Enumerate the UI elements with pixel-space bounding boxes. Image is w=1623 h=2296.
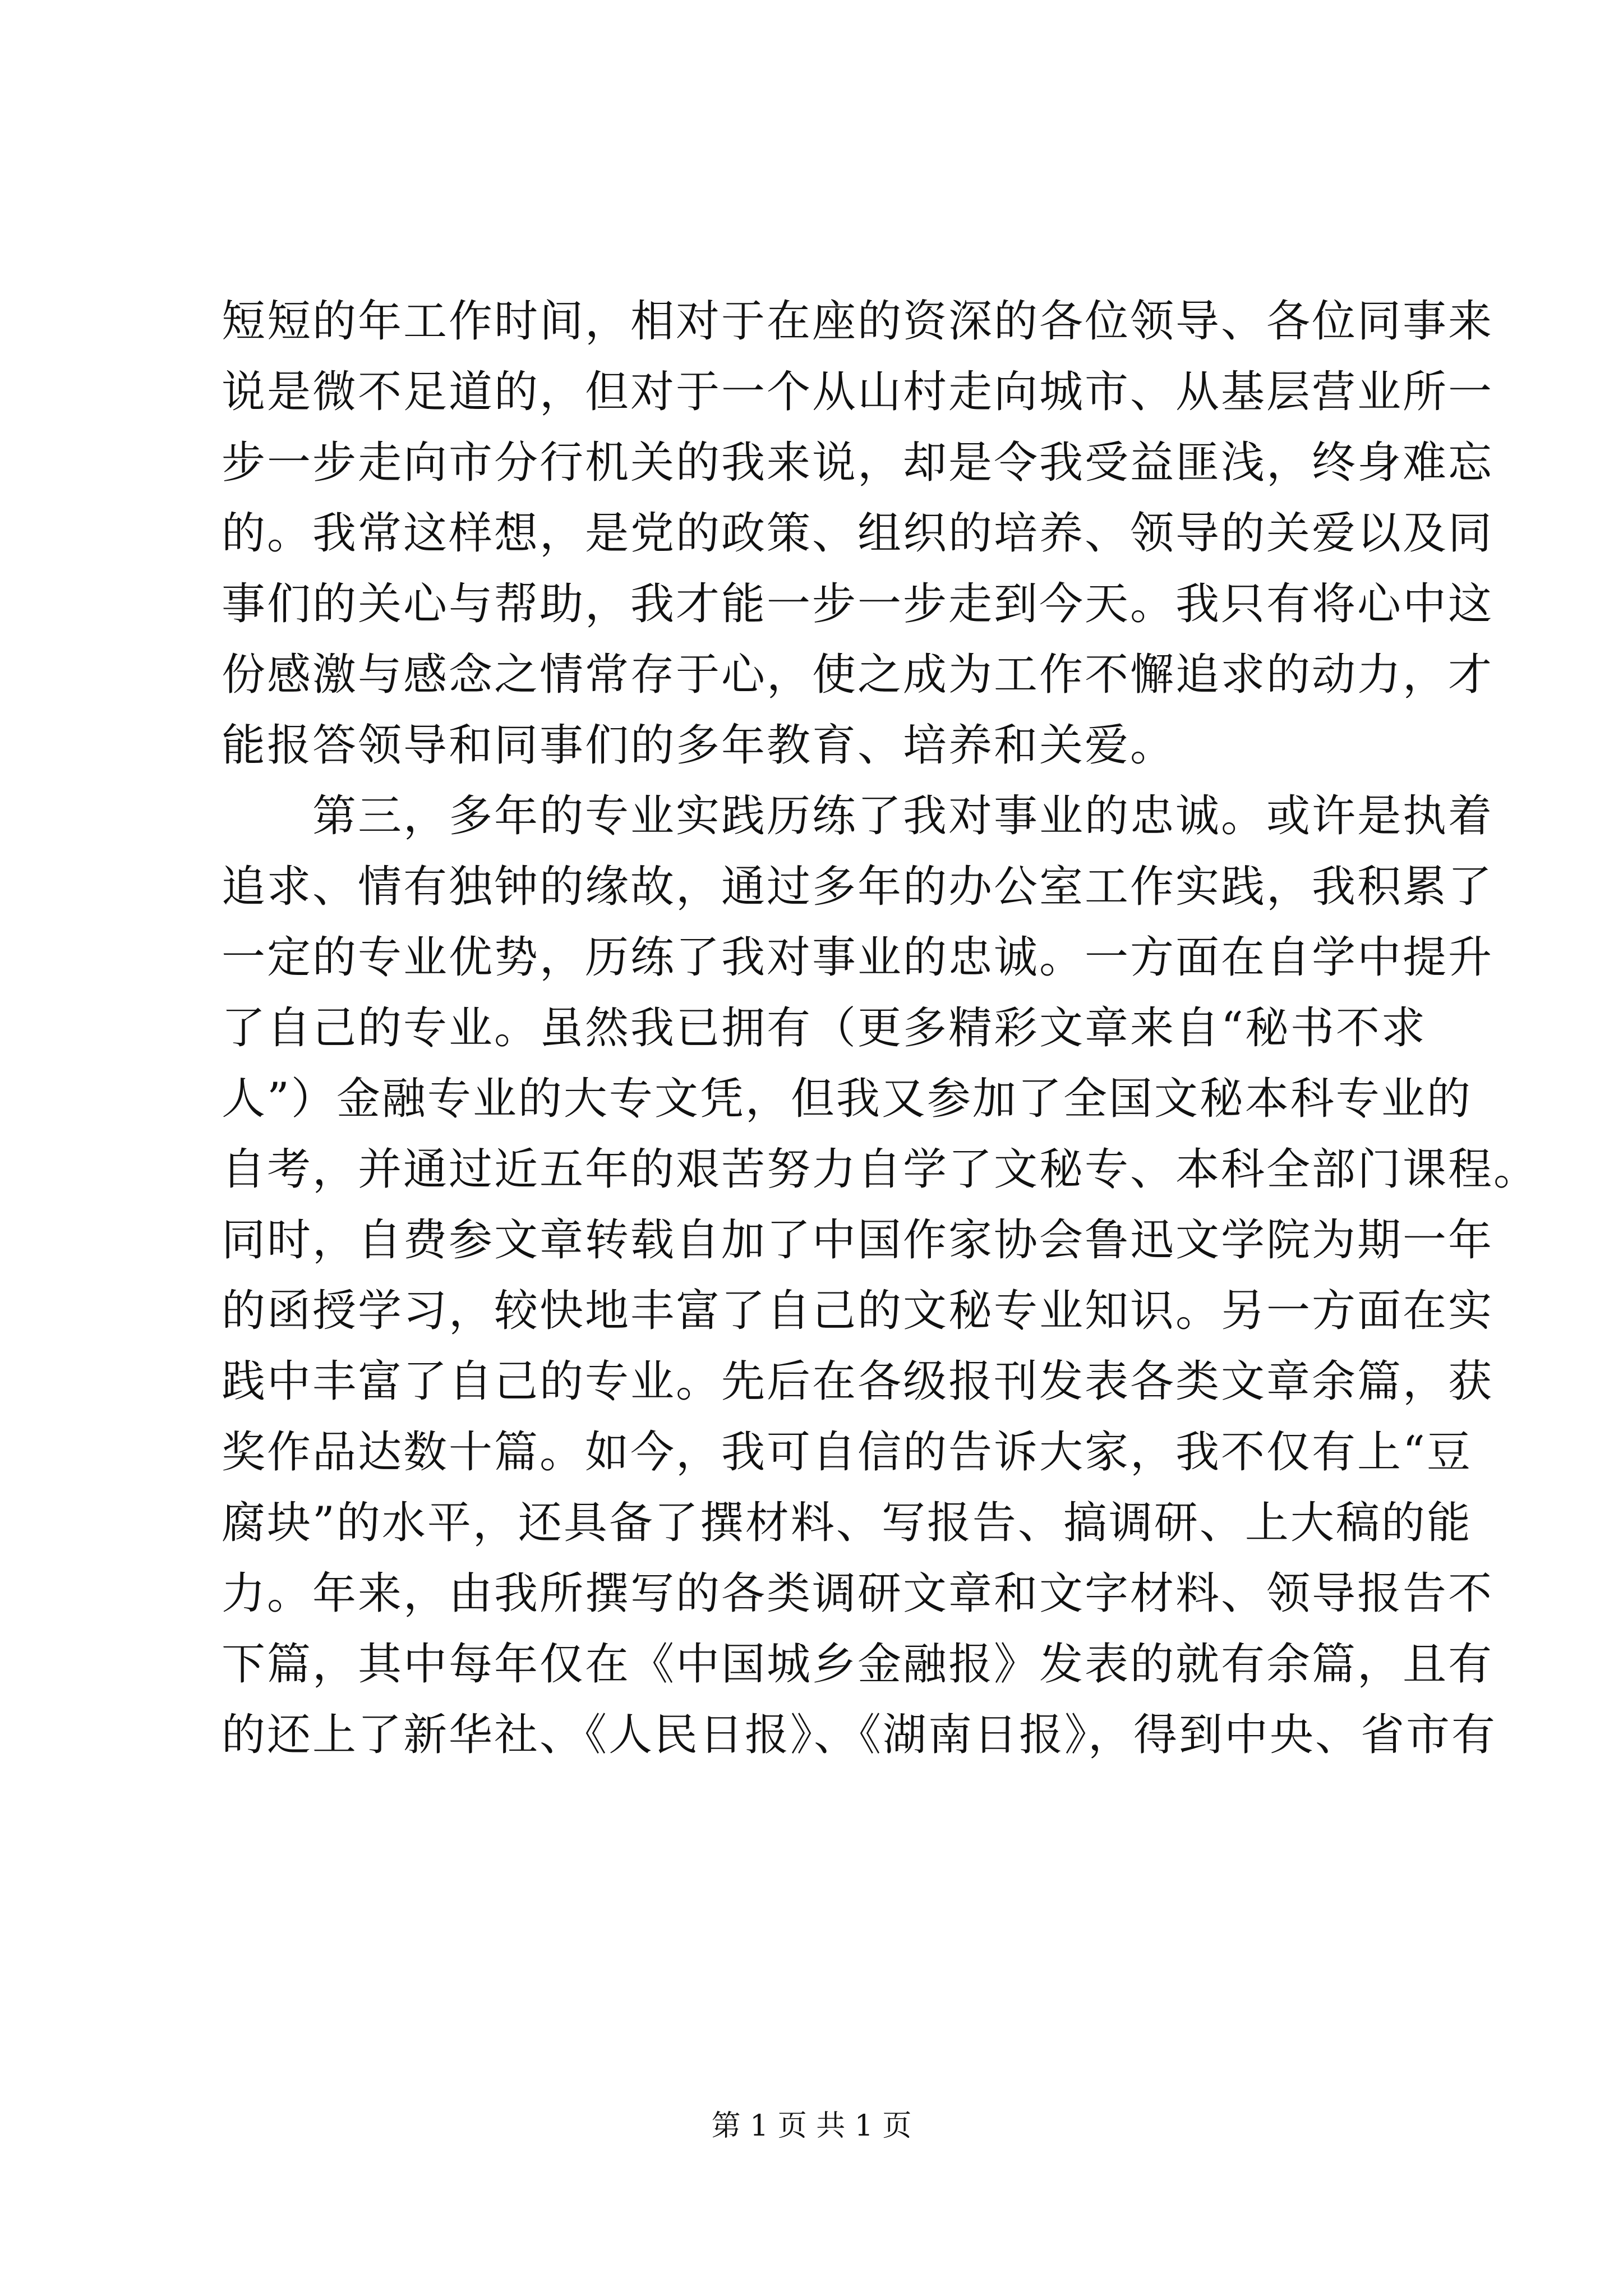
text-line: 下篇，其中每年仅在《中国城乡金融报》发表的就有余篇，且有 — [222, 1639, 1494, 1690]
text-line: 践中丰富了自己的专业。先后在各级报刊发表各类文章余篇，获 — [222, 1356, 1494, 1407]
text-line: 的还上了新华社、《人民日报》、《湖南日报》，得到中央、省市有 — [222, 1710, 1497, 1760]
text-line: 追求、情有独钟的缘故，通过多年的办公室工作实践，我积累了 — [222, 862, 1494, 912]
text-line: 份感激与感念之情常存于心，使之成为工作不懈追求的动力，才 — [222, 650, 1494, 700]
text-line: 步一步走向市分行机关的我来说，却是令我受益匪浅，终身难忘 — [222, 438, 1494, 488]
text-line: 的函授学习，较快地丰富了自己的文秘专业知识。另一方面在实 — [222, 1286, 1494, 1336]
text-line: 事们的关心与帮助，我才能一步一步走到今天。我只有将心中这 — [222, 579, 1494, 629]
text-line: 腐块”的水平，还具备了撰材料、写报告、搞调研、上大稿的能 — [222, 1498, 1472, 1548]
text-line: 同时，自费参文章转载自加了中国作家协会鲁迅文学院为期一年 — [222, 1215, 1494, 1266]
text-line: 一定的专业优势，历练了我对事业的忠诚。一方面在自学中提升 — [222, 932, 1494, 983]
body-text — [222, 286, 1539, 1770]
text-line: 的。我常这样想，是党的政策、组织的培养、领导的关爱以及同 — [222, 508, 1494, 559]
text-line: 第三，多年的专业实践历练了我对事业的忠诚。或许是执着 — [222, 791, 1494, 841]
text-line: 人”）金融专业的大专文凭，但我又参加了全国文秘本科专业的 — [222, 1074, 1472, 1124]
text-line: 说是微不足道的，但对于一个从山村走向城市、从基层营业所一 — [222, 367, 1494, 417]
text-line: 了自己的专业。虽然我已拥有（更多精彩文章来自“秘书不求 — [222, 1003, 1427, 1053]
text-line: 自考，并通过近五年的艰苦努力自学了文秘专、本科全部门课程。 — [222, 1144, 1539, 1195]
page-footer: 第 1 页 共 1 页 — [711, 2109, 912, 2143]
text-line: 力。年来，由我所撰写的各类调研文章和文字材料、领导报告不 — [222, 1568, 1494, 1619]
text-line: 短短的年工作时间，相对于在座的资深的各位领导、各位同事来 — [222, 296, 1494, 347]
text-line: 奖作品达数十篇。如今，我可自信的告诉大家，我不仅有上“豆 — [222, 1427, 1472, 1478]
text-line: 能报答领导和同事们的多年教育、培养和关爱。 — [222, 720, 1176, 771]
